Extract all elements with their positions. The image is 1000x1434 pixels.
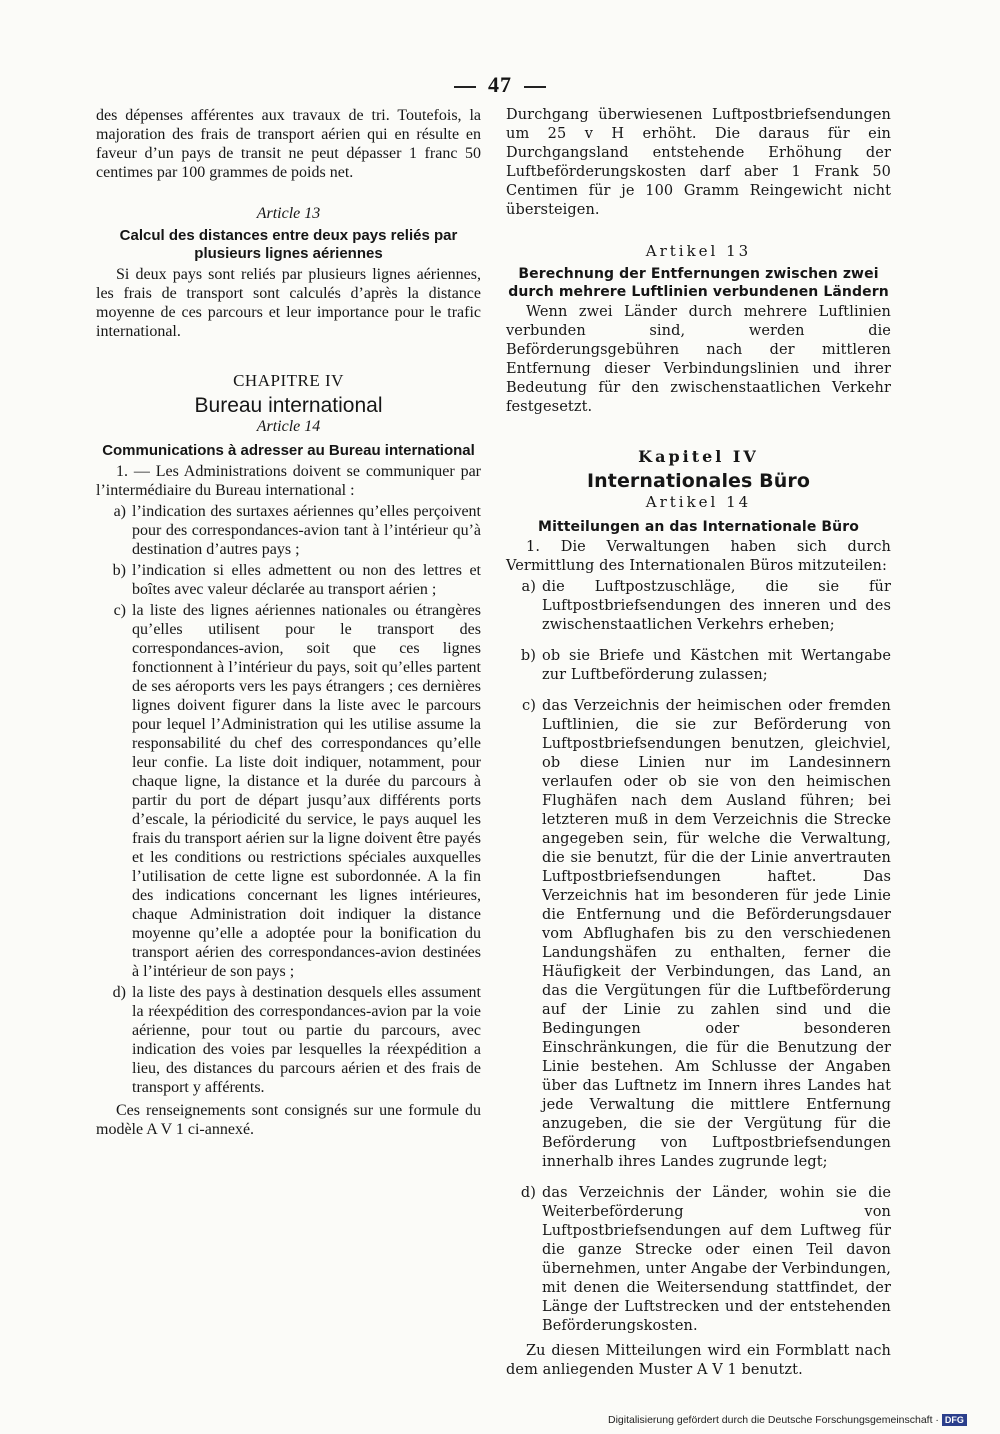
de-item-c-text: das Verzeichnis der heimischen oder fremden Luftlinien, die sie zur Beförderung von Luftpostbriefsendungen benutzen, gleichviel, ob diese Linien nur im Landesinnern verlaufen oder ob sie von den heimischen Flughäfen nach dem Ausland führen; bei letzteren muß in dem Verzeichnis die Strecke angegeben sein, für welche die Verwaltung, die sie benutzt, für die der Linie anvertrauten Luftpostbriefsendungen haftet. Das Verzeichnis hat im besonderen für jede Linie die Entfernung und die Beförderungsdauer vom Abflughafen bis zu den verschiedenen Landungshäfen zu enthalten, ferner die Häufigkeit der Verbindungen, das Land, an das die Vergütungen für die Luftbeförderung auf der Linie zu zahlen sind und die Bedingungen oder besonderen Einschränkungen, die für die Benutzung der Linie bestehen. Am Schlusse der Angaben über das Luftnetz im Innern ihres Landes hat jede Verwaltung die mittlere Entfernung anzugeben, die sie der Vergütung für die Beförderung von Luftpostbriefsendungen innerhalb ihres Landes zugrunde legt; xyxy=(542,698,891,1170)
fr-list-item-c xyxy=(96,601,481,981)
de-list-item-b xyxy=(506,647,891,685)
fr-list-item-d xyxy=(96,983,481,1097)
de-article-14-label: Artikel 14 xyxy=(645,493,752,511)
de-item-b-letter: b) xyxy=(520,648,536,664)
fr-item-d-text: la liste des pays à destination desquels elles assument la réexpédition des correspondances-avion par la voie aérienne, pour tout ou partie du parcours, avec indication des voies par lesquelles la réexpédition a lieu, des distances du parcours aérien et des frais de transport y afférents. xyxy=(132,984,481,1096)
fr-article-13-text: Si deux pays sont reliés par plusieurs lignes aériennes, les frais de transport sont calculés d’après la distance moyenne de ces parcours et leur importance pour le trafic international. xyxy=(96,266,481,340)
de-item-b-text: ob sie Briefe und Kästchen mit Wertangabe zur Luftbeförderung zulassen; xyxy=(542,648,891,683)
de-intro-paragraph: Durchgang überwiesenen Luftpostbriefsendungen um 25 v H erhöht. Die daraus für ein Durchgangsland entstehende Erhöhung der Luftbeförderungskosten darf aber 1 Frank 50 Centimen für je 100 Gramm Reingewicht nicht übersteigen. xyxy=(506,107,891,218)
fr-list-item-b xyxy=(96,561,481,599)
fr-article-14-title: Communications à adresser au Bureau international xyxy=(102,442,475,459)
fr-intro-paragraph: des dépenses afférentes aux travaux de tri. Toutefois, la majoration des frais de transport aérien qui en résulte en faveur d’un pays de transit ne peut dépasser 1 franc 50 centimes par 100 grammes de poids net. xyxy=(96,107,481,181)
de-item-a-text: die Luftpostzuschläge, die sie für Luftpostbriefsendungen des inneren und des zwischenstaatlichen Verkehrs erheben; xyxy=(542,579,891,633)
german-column xyxy=(506,106,891,1380)
footer-text: Digitalisierung gefördert durch die Deutsche Forschungsgemeinschaft · xyxy=(608,1414,939,1426)
fr-bureau-heading: Bureau international xyxy=(194,394,383,417)
french-column xyxy=(96,106,481,1139)
de-item-a-letter: a) xyxy=(521,579,536,595)
fr-article-13-title: Calcul des distances entre deux pays reliés par plusieurs lignes aériennes xyxy=(119,227,458,262)
de-list-item-c xyxy=(506,697,891,1172)
fr-article-13-label: Article 13 xyxy=(256,205,321,222)
de-list-item-d xyxy=(506,1184,891,1336)
de-article-13-title: Berechnung der Entfernungen zwischen zwei durch mehrere Luftlinien verbundenen Ländern xyxy=(508,266,889,300)
dash-right xyxy=(524,86,546,88)
de-article-14-title: Mitteilungen an das Internationale Büro xyxy=(538,519,859,535)
de-article-14-intro: 1. Die Verwaltungen haben sich durch Vermittlung des Internationalen Büros mitzuteilen: xyxy=(506,539,891,574)
dash-left xyxy=(454,86,476,88)
page-number-value: 47 xyxy=(488,72,512,97)
fr-item-b-text: l’indication si elles admettent ou non des lettres et boîtes avec valeur déclarée au transport aérien ; xyxy=(132,562,481,598)
de-article-13-label: Artikel 13 xyxy=(645,242,752,260)
fr-item-a-letter: a) xyxy=(113,503,126,520)
de-item-c-letter: c) xyxy=(522,698,536,714)
de-list-item-a xyxy=(506,578,891,635)
dfg-logo: DFG xyxy=(942,1414,967,1426)
fr-closing-paragraph: Ces renseignements sont consignés sur une formule du modèle A V 1 ci-annexé. xyxy=(96,1102,481,1138)
page-number xyxy=(0,72,1000,98)
fr-item-c-letter: c) xyxy=(113,602,126,619)
de-chapter-heading: Kapitel IV xyxy=(638,447,759,466)
fr-article-14-label: Article 14 xyxy=(256,418,321,435)
fr-item-a-text: l’indication des surtaxes aériennes qu’elles perçoivent pour des correspondances-avion tant à l’intérieur qu’à destination d’autres pays ; xyxy=(132,503,481,558)
de-item-d-letter: d) xyxy=(520,1185,536,1201)
de-bureau-heading: Internationales Büro xyxy=(586,470,811,492)
fr-list-item-a xyxy=(96,502,481,559)
fr-chapter-heading: CHAPITRE IV xyxy=(233,371,344,390)
fr-item-d-letter: d) xyxy=(112,984,126,1001)
fr-article-14-intro: 1. — Les Administrations doivent se communiquer par l’intermédiaire du Bureau international : xyxy=(96,463,481,499)
de-article-13-text: Wenn zwei Länder durch mehrere Luftlinien verbunden sind, werden die Beförderungsgebühren nach der mittleren Entfernung dieser Verbindungslinien und ihrer Bedeutung für den zwischenstaatlichen Verkehr festgesetzt. xyxy=(506,304,891,415)
de-item-d-text: das Verzeichnis der Länder, wohin sie die Weiterbeförderung von Luftpostbriefsendungen auf dem Luftweg für die ganze Strecke oder einen Teil davon übernehmen, unter Angabe der Verbindungen, mit denen die Weitersendung stattfindet, der Länge der Luftstrecken und der entstehenden Beförderungskosten. xyxy=(542,1185,891,1334)
fr-item-c-text: la liste des lignes aériennes nationales ou étrangères qu’elles utilisent pour le transport des correspondances-avion, soit que ces lignes fonctionnent à l’intérieur du pays, soit qu’elles partent de ses aéroports vers les pays étrangers ; ces dernières lignes doivent figurer dans la liste avec le parcours pour lequel l’Administration qui les utilise assume la responsabilité du chef des correspondances qu’elle leur confie. La liste doit indiquer, notamment, pour chaque ligne, la distance et la durée du parcours à partir du port de départ jusqu’aux différents ports d’escale, la périodicité du service, le pays auquel les frais du transport aérien sur la ligne doivent être payés et les conditions ou restrictions spéciales auxquelles l’utilisation de cette ligne est subordonnée. A la fin des indications concernant les lignes intérieures, chaque Administration doit indiquer la distance moyenne qu’elle a adoptée pour la bonification du transport aérien des correspondances-avion destinées à l’intérieur de son pays ; xyxy=(132,602,481,980)
fr-item-b-letter: b) xyxy=(112,562,126,579)
digitization-footer xyxy=(608,1414,967,1426)
de-closing-paragraph: Zu diesen Mitteilungen wird ein Formblatt nach dem anliegenden Muster A V 1 benutzt. xyxy=(506,1343,891,1378)
